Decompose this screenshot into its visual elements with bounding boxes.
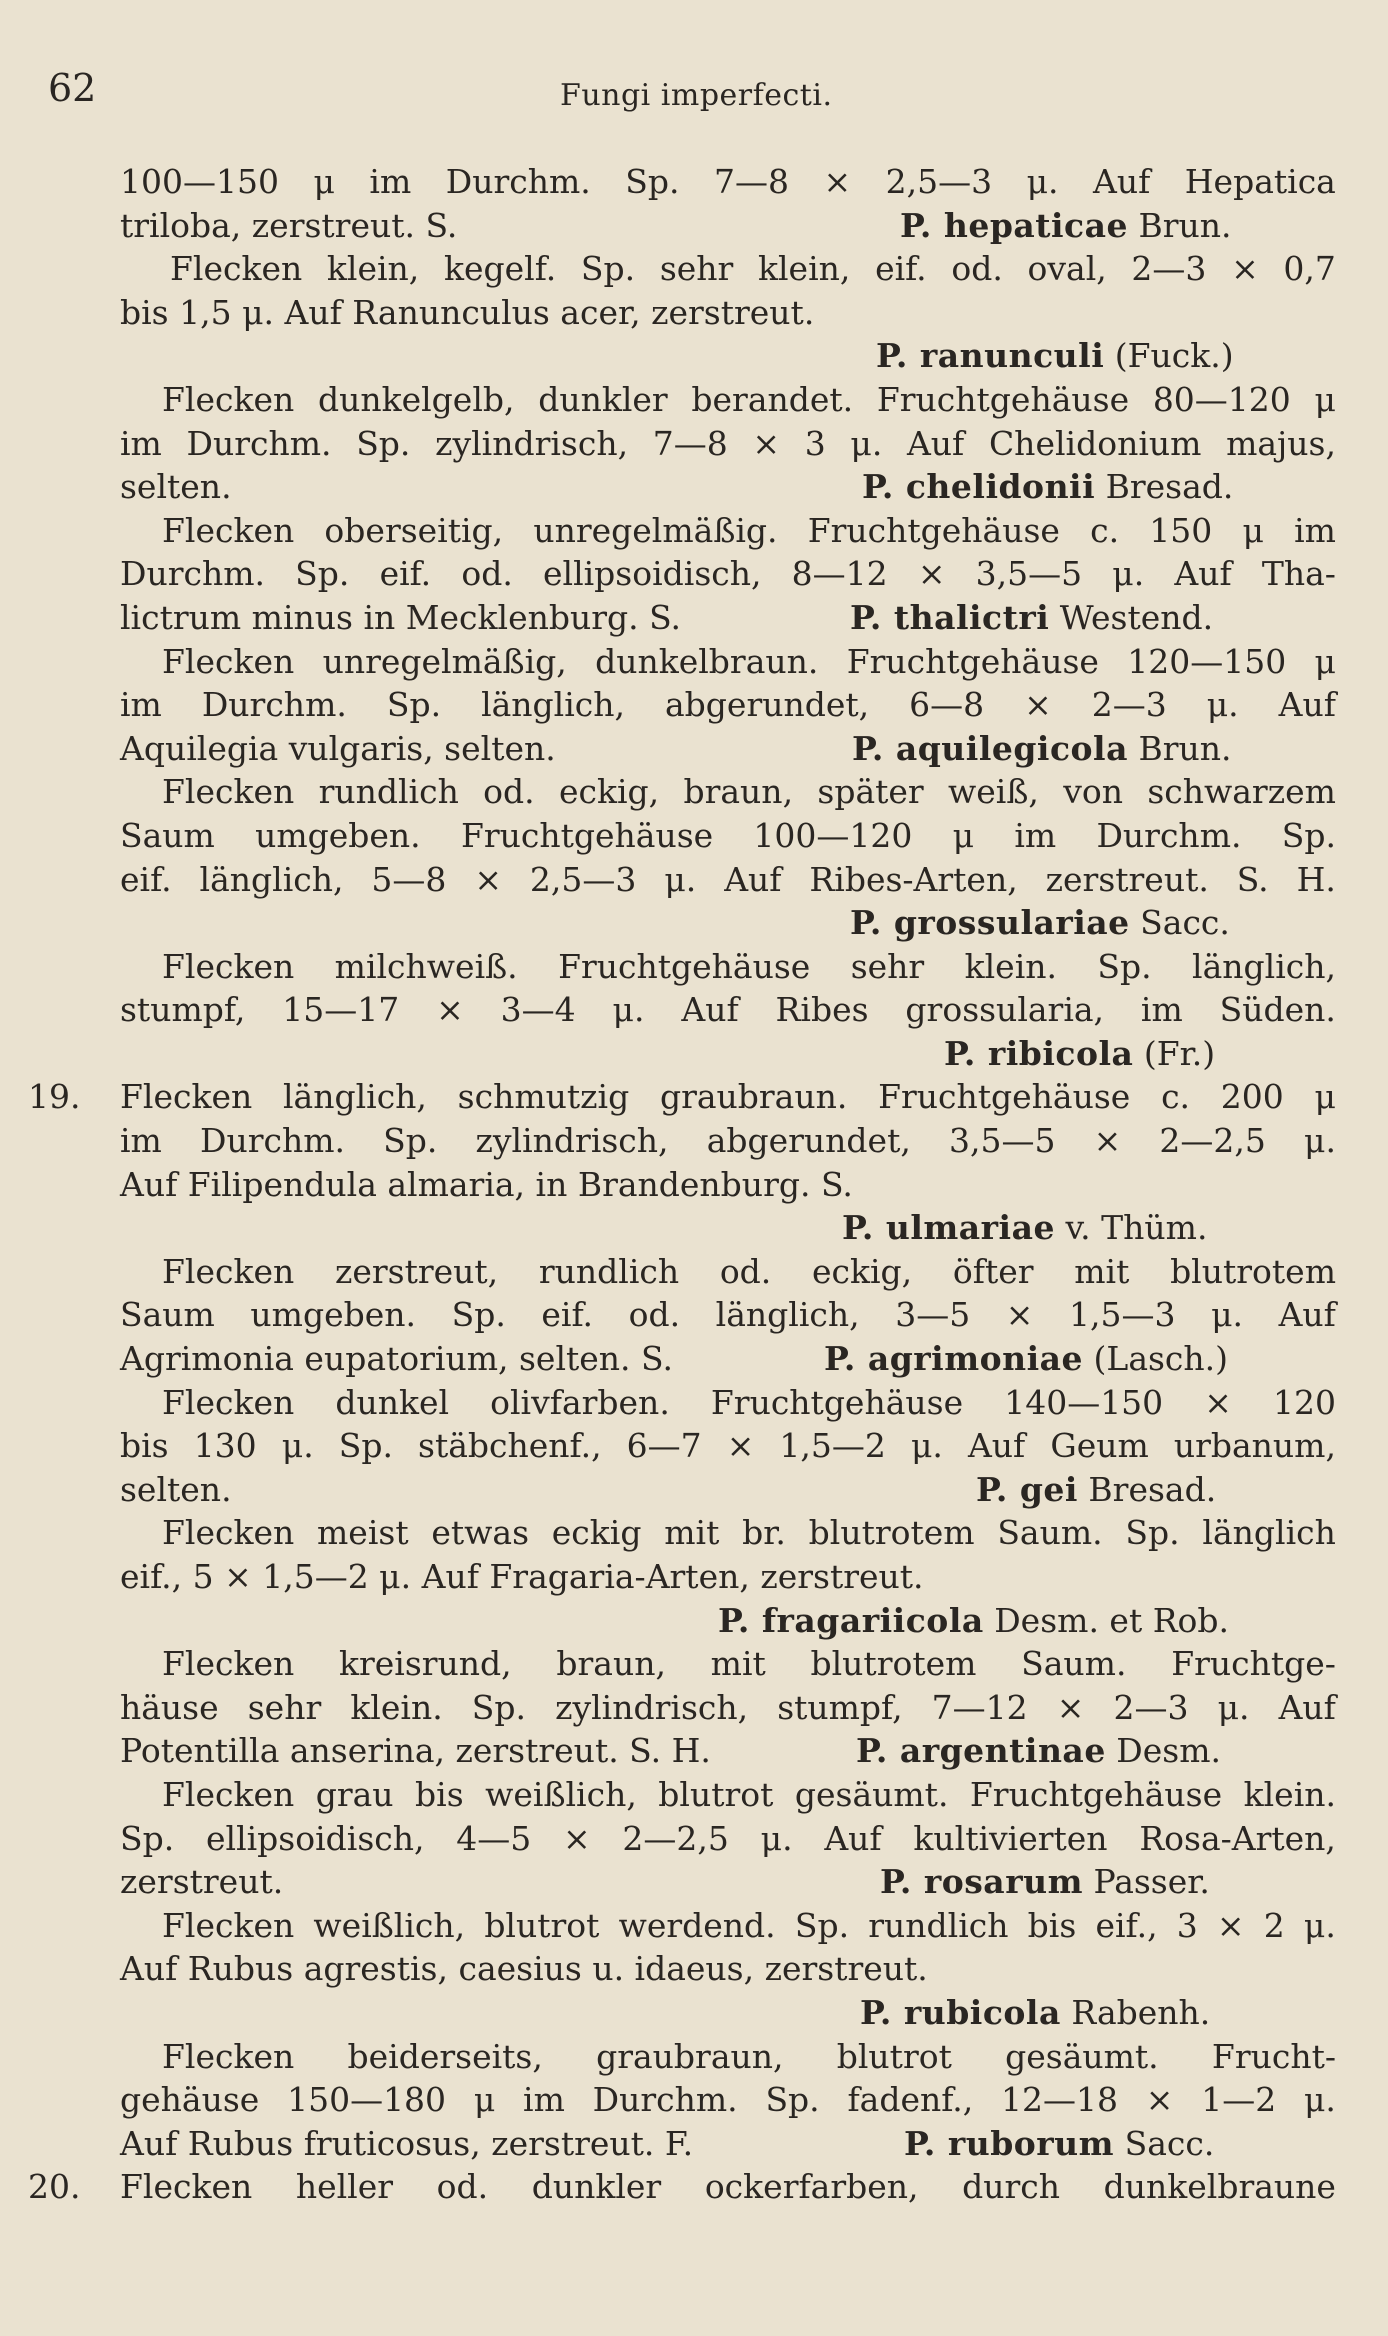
line-text: im Durchm. Sp. zylindrisch, 7—8 × 3 μ. Auf Chelidonium majus, <box>120 423 1336 463</box>
text-line <box>0 1293 1388 1337</box>
text-line <box>0 1642 1388 1686</box>
text-line <box>0 1686 1388 1730</box>
text-line <box>0 814 1388 858</box>
text-line <box>0 1075 1388 1119</box>
text-line <box>0 1381 1388 1425</box>
text-line <box>0 422 1388 466</box>
line-text: eif., 5 × 1,5—2 μ. Auf Fragaria-Arten, zerstreut. <box>120 1557 924 1596</box>
text-line <box>0 2035 1388 2079</box>
text-body <box>0 160 1388 2209</box>
text-line <box>0 465 1388 509</box>
text-line <box>0 1947 1388 1991</box>
line-text: selten. <box>120 1469 232 1509</box>
line-text: im Durchm. Sp. zylindrisch, abgerundet, 3,5—5 × 2—2,5 μ. <box>120 1121 1336 1161</box>
text-line <box>0 1032 1388 1076</box>
text-line <box>0 1424 1388 1468</box>
text-line <box>0 945 1388 989</box>
text-line <box>0 247 1388 291</box>
line-text: bis 1,5 μ. Auf Ranunculus acer, zerstreut. <box>120 292 815 332</box>
line-text: Flecken rundlich od. eckig, braun, später weiß, von schwarzem <box>162 772 1336 812</box>
line-text: Flecken meist etwas eckig mit br. blutrotem Saum. Sp. länglich <box>162 1513 1336 1553</box>
species-name: P. grossulariae Sacc. <box>850 903 1230 943</box>
key-number: 19. <box>28 1077 81 1117</box>
line-text: Flecken oberseitig, unregelmäßig. Fruchtgehäuse c. 150 μ im <box>162 510 1336 550</box>
line-text: Auf Rubus agrestis, caesius u. idaeus, zerstreut. <box>120 1949 928 1989</box>
text-line <box>0 1511 1388 1555</box>
line-text: Flecken beiderseits, graubraun, blutrot gesäumt. Frucht- <box>162 2036 1336 2076</box>
line-text: zerstreut. <box>120 1862 284 1902</box>
text-line <box>0 204 1388 248</box>
line-text: eif. länglich, 5—8 × 2,5—3 μ. Auf Ribes-Arten, zerstreut. S. H. <box>120 859 1336 899</box>
text-line <box>0 596 1388 640</box>
species-name: P. ribicola (Fr.) <box>944 1033 1216 1073</box>
text-line <box>0 1991 1388 2035</box>
species-name: P. rosarum Passer. <box>880 1862 1210 1902</box>
line-text: Flecken länglich, schmutzig graubraun. Fruchtgehäuse c. 200 μ <box>120 1077 1336 1117</box>
text-line <box>0 552 1388 596</box>
text-line <box>0 1250 1388 1294</box>
line-text: Flecken dunkelgelb, dunkler berandet. Fruchtgehäuse 80—120 μ <box>162 379 1336 419</box>
line-text: im Durchm. Sp. länglich, abgerundet, 6—8 × 2—3 μ. Auf <box>120 685 1336 725</box>
line-text: stumpf, 15—17 × 3—4 μ. Auf Ribes grossularia, im Süden. <box>120 990 1336 1030</box>
text-line <box>0 988 1388 1032</box>
line-text: Sp. ellipsoidisch, 4—5 × 2—2,5 μ. Auf kultivierten Rosa-Arten, <box>120 1818 1336 1858</box>
species-name: P. fragariicola Desm. et Rob. <box>718 1600 1230 1640</box>
text-line <box>0 858 1388 902</box>
text-line <box>0 901 1388 945</box>
line-text: Durchm. Sp. eif. od. ellipsoidisch, 8—12 × 3,5—5 μ. Auf Tha- <box>120 554 1336 594</box>
line-text: Flecken kreisrund, braun, mit blutrotem Saum. Fruchtge- <box>162 1644 1336 1684</box>
text-line <box>0 1860 1388 1904</box>
line-text: gehäuse 150—180 μ im Durchm. Sp. fadenf., 12—18 × 1—2 μ. <box>120 2080 1336 2120</box>
species-name: P. gei Bresad. <box>976 1469 1217 1509</box>
line-text: Flecken weißlich, blutrot werdend. Sp. rundlich bis eif., 3 × 2 μ. <box>162 1905 1336 1945</box>
text-line <box>0 770 1388 814</box>
text-line <box>0 1729 1388 1773</box>
line-text: triloba, zerstreut. S. <box>120 205 458 245</box>
species-name: P. ruborum Sacc. <box>904 2123 1215 2163</box>
species-name: P. chelidonii Bresad. <box>862 467 1234 507</box>
text-line <box>0 2122 1388 2166</box>
species-name: P. argentinae Desm. <box>856 1731 1222 1771</box>
text-line <box>0 1468 1388 1512</box>
line-text: Flecken grau bis weißlich, blutrot gesäumt. Fruchtgehäuse klein. <box>162 1774 1336 1814</box>
text-line <box>0 1599 1388 1643</box>
text-line <box>0 1206 1388 1250</box>
text-line <box>0 727 1388 771</box>
text-line <box>0 1555 1388 1599</box>
line-text: Saum umgeben. Sp. eif. od. länglich, 3—5 × 1,5—3 μ. Auf <box>120 1295 1336 1335</box>
species-name: P. aquilegicola Brun. <box>852 728 1232 768</box>
line-text: Flecken klein, kegelf. Sp. sehr klein, eif. od. oval, 2—3 × 0,7 <box>170 249 1336 289</box>
text-line <box>0 378 1388 422</box>
text-line <box>0 1904 1388 1948</box>
text-line <box>0 160 1388 204</box>
line-text: selten. <box>120 467 232 507</box>
text-line <box>0 683 1388 727</box>
text-line <box>0 2078 1388 2122</box>
page-number: 62 <box>48 66 97 110</box>
species-name: P. hepaticae Brun. <box>900 205 1232 245</box>
species-name: P. rubicola Rabenh. <box>860 1992 1211 2032</box>
text-line <box>0 2165 1388 2209</box>
text-line <box>0 1817 1388 1861</box>
species-name: P. thalictri Westend. <box>850 597 1214 637</box>
line-text: lictrum minus in Mecklenburg. S. <box>120 597 682 637</box>
text-line <box>0 291 1388 335</box>
text-line <box>0 334 1388 378</box>
line-text: Flecken unregelmäßig, dunkelbraun. Fruchtgehäuse 120—150 μ <box>162 641 1336 681</box>
species-name: P. ranunculi (Fuck.) <box>876 336 1234 376</box>
line-text: Agrimonia eupatorium, selten. S. <box>120 1339 673 1379</box>
line-text: bis 130 μ. Sp. stäbchenf., 6—7 × 1,5—2 μ. Auf Geum urbanum, <box>120 1426 1336 1466</box>
line-text: 100—150 μ im Durchm. Sp. 7—8 × 2,5—3 μ. Auf Hepatica <box>120 162 1336 201</box>
text-line <box>0 1773 1388 1817</box>
text-line <box>0 1163 1388 1207</box>
line-text: Potentilla anserina, zerstreut. S. H. <box>120 1731 711 1771</box>
key-number: 20. <box>28 2167 81 2207</box>
text-line <box>0 509 1388 553</box>
text-line <box>0 1337 1388 1381</box>
text-line <box>0 640 1388 684</box>
line-text: Saum umgeben. Fruchtgehäuse 100—120 μ im Durchm. Sp. <box>120 815 1336 855</box>
text-line <box>0 1119 1388 1163</box>
line-text: Auf Rubus fruticosus, zerstreut. F. <box>120 2123 694 2163</box>
line-text: Aquilegia vulgaris, selten. <box>120 728 556 768</box>
line-text: Flecken heller od. dunkler ockerfarben, durch dunkelbraune <box>120 2167 1336 2207</box>
species-name: P. agrimoniae (Lasch.) <box>824 1339 1229 1379</box>
line-text: Flecken zerstreut, rundlich od. eckig, öfter mit blutrotem <box>162 1251 1336 1291</box>
running-title: Fungi imperfecti. <box>560 78 833 113</box>
line-text: Auf Filipendula almaria, in Brandenburg. S. <box>120 1164 853 1204</box>
line-text: Flecken dunkel olivfarben. Fruchtgehäuse 140—150 × 120 <box>162 1382 1336 1422</box>
page-header <box>0 66 1388 126</box>
line-text: häuse sehr klein. Sp. zylindrisch, stumpf, 7—12 × 2—3 μ. Auf <box>120 1687 1336 1727</box>
line-text: Flecken milchweiß. Fruchtgehäuse sehr klein. Sp. länglich, <box>162 946 1336 986</box>
species-name: P. ulmariae v. Thüm. <box>842 1208 1208 1248</box>
